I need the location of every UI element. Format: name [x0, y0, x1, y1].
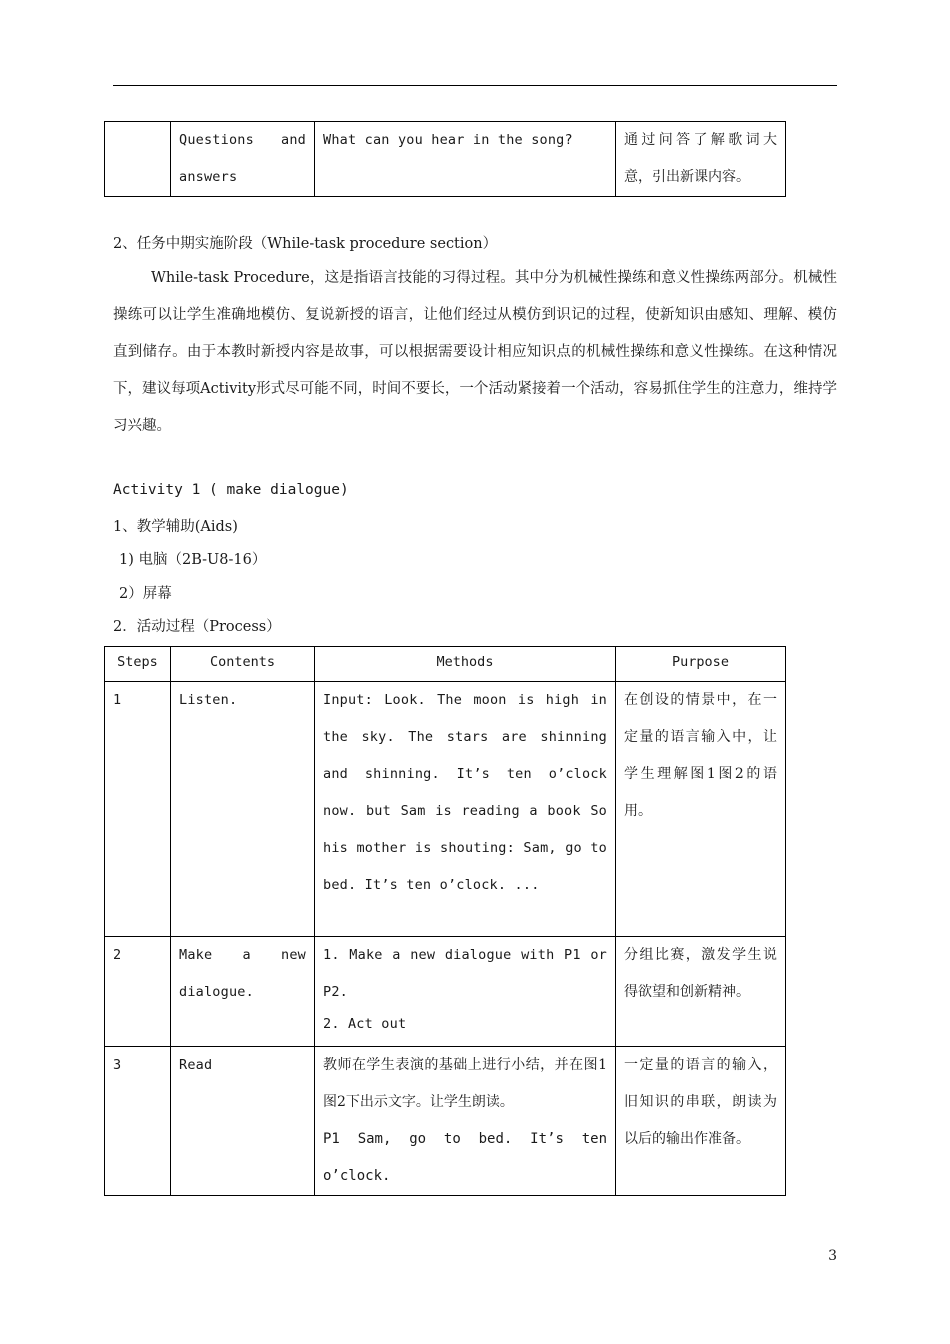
step-cell [105, 122, 171, 197]
aids-item: 2）屏幕 [119, 586, 172, 602]
top-table [104, 121, 786, 197]
purpose-cell: 通过问答了解歌词大意，引出新课内容。 [616, 122, 786, 197]
step-cell: 3 [105, 1047, 171, 1196]
aids-item: 1) 电脑（2B-U8-16） [119, 552, 267, 568]
header-contents: Contents [171, 647, 315, 682]
purpose-cell: 一定量的语言的输入，旧知识的串联，朗读为以后的输出作准备。 [616, 1047, 786, 1196]
header-purpose: Purpose [616, 647, 786, 682]
process-heading: 2．活动过程（Process） [113, 619, 281, 635]
table-row [105, 1047, 786, 1196]
header-methods: Methods [315, 647, 616, 682]
purpose-cell: 分组比赛，激发学生说得欲望和创新精神。 [616, 937, 786, 1047]
step-cell: 1 [105, 682, 171, 937]
methods-line: 2. Act out [323, 1016, 407, 1032]
methods-line: 1. Make a new dialogue with P1 or P2. [323, 947, 607, 1000]
methods-line: 教师在学生表演的基础上进行小结，并在图1图2下出示文字。让学生朗读。 [323, 1057, 607, 1110]
table-row [105, 937, 786, 1047]
page-number: 3 [828, 1248, 837, 1264]
header-steps: Steps [105, 647, 171, 682]
section-paragraph [113, 260, 837, 445]
contents-cell: Questions and answers [171, 122, 315, 197]
table-row [105, 682, 786, 937]
table-header-row [105, 647, 786, 682]
methods-cell: Input: Look. The moon is high in the sky. The stars are shinning and shinning. It’s ten o’clock now. but Sam is reading a book So his mother is shouting: Sam, go to bed. It’s ten o’clock. ... [315, 682, 616, 937]
aids-heading: 1、教学辅助(Aids) [113, 519, 238, 535]
methods-cell [315, 937, 616, 1047]
contents-cell: Listen. [171, 682, 315, 937]
methods-cell [315, 1047, 616, 1196]
table-row [105, 122, 786, 197]
methods-cell: What can you hear in the song? [315, 122, 616, 197]
paragraph-text: While-task Procedure，这是指语言技能的习得过程。其中分为机械性操练和意义性操练两部分。机械性操练可以让学生准确地模仿、复说新授的语言，让他们经过从模仿到识记的过程，使新知识由感知、理解、模仿直到储存。由于本教时新授内容是故事，可以根据需要设计相应知识点的机械性操练和意义性操练。在这种情况下，建议每项Activity形式尽可能不同，时间不要长，一个活动紧接着一个活动，容易抓住学生的注意力，维持学习兴趣。 [113, 270, 837, 434]
activity-title: Activity 1 ( make dialogue) [113, 482, 349, 498]
methods-line: P1 Sam, go to bed. It’s ten o’clock. [323, 1131, 607, 1184]
step-cell: 2 [105, 937, 171, 1047]
contents-cell: Read [171, 1047, 315, 1196]
process-table [104, 646, 786, 1196]
header-rule [113, 85, 837, 86]
contents-cell: Make a new dialogue. [171, 937, 315, 1047]
section-heading: 2、任务中期实施阶段（While-task procedure section） [113, 236, 498, 252]
purpose-cell: 在创设的情景中，在一定量的语言输入中，让学生理解图1图2的语用。 [616, 682, 786, 937]
